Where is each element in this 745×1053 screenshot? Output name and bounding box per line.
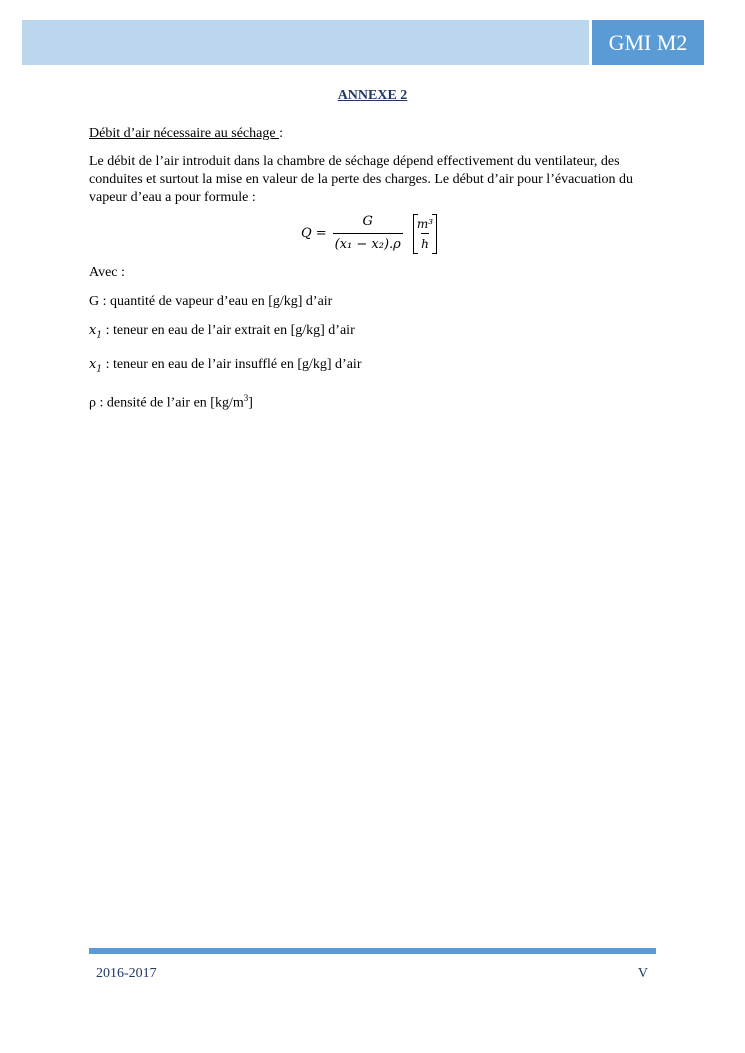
header-label: GMI M2 xyxy=(592,20,704,65)
formula-denominator: (x₁ − x₂).ρ xyxy=(333,233,403,254)
x2-text: : teneur en eau de l’air insufflé en [g/kg] d’air xyxy=(102,356,362,372)
page-title-text: ANNEXE 2 xyxy=(337,88,408,103)
formula-numerator: G xyxy=(362,214,373,229)
definition-rho: ρ : densité de l’air en $[kg/m^3]$ xyxy=(89,393,253,411)
definition-g: G : quantité de vapeur d’eau en [g/kg] d’air xyxy=(89,294,333,309)
formula-unit xyxy=(417,215,433,253)
x2-symbol: $x_1$ xyxy=(89,356,103,375)
page-number: V xyxy=(637,966,648,981)
section-heading xyxy=(89,125,649,143)
unit-denominator: h xyxy=(421,233,429,253)
definition-x2 xyxy=(89,356,649,379)
definition-x1 xyxy=(89,322,649,345)
header-band xyxy=(22,20,589,65)
intro-paragraph: Le débit de l’air introduit dans la chambre de séchage dépend effectivement du ventilateur, des conduites et surtout la mise en valeur de la perte des charges. Le début d’air pour l’évacuation du vapeur d’eau a pour formule : xyxy=(89,154,633,205)
section-heading-colon: : xyxy=(279,126,283,141)
section-heading-text: Débit d’air nécessaire au séchage xyxy=(89,126,280,141)
avec-label: Avec : xyxy=(89,265,125,280)
unit-numerator: m³ xyxy=(416,216,434,231)
x1-text: : teneur en eau de l’air extrait en [g/kg] d’air xyxy=(102,323,355,338)
x1-symbol: $x_1$ xyxy=(89,323,103,341)
formula-fraction xyxy=(333,213,403,254)
formula-lhs: Q = xyxy=(300,225,327,241)
document-body xyxy=(89,125,649,424)
flow-formula xyxy=(89,213,649,254)
footer-year: 2016-2017 xyxy=(96,966,157,981)
page-title xyxy=(0,88,745,104)
footer-bar xyxy=(89,948,656,954)
formula-unit-bracket xyxy=(413,214,437,254)
